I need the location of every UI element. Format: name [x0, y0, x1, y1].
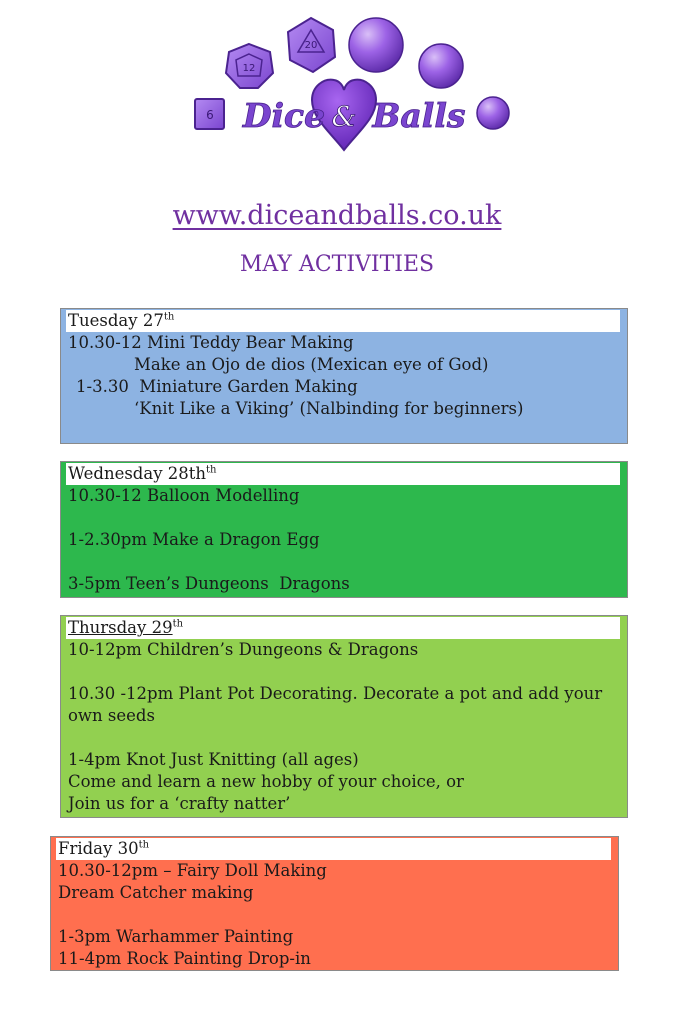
activity-line: 1-3.30 Miniature Garden Making — [76, 377, 358, 396]
activity-line: 10.30 -12pm Plant Pot Decorating. Decorate a pot and add your own seeds — [68, 684, 603, 725]
day-header — [66, 617, 620, 639]
day-label: Tuesday 27 — [68, 311, 164, 330]
logo-balls-text: Balls — [372, 96, 466, 135]
logo-dice-text: Dice — [242, 96, 326, 135]
activity-line: 11-4pm Rock Painting Drop-in — [58, 949, 311, 968]
activity-line: 10.30-12 Mini Teddy Bear Making — [68, 333, 354, 352]
d6-die-icon — [195, 99, 224, 129]
day-suffix: th — [163, 311, 175, 323]
medium-ball-icon — [419, 44, 463, 88]
activity-line: 1-4pm Knot Just Knitting (all ages) — [68, 750, 359, 769]
d12-die-icon — [226, 44, 273, 88]
small-ball-icon — [477, 97, 509, 129]
day-label: Thursday 29 — [68, 618, 173, 637]
activity-line: ‘Knit Like a Viking’ (Nalbinding for beginners) — [134, 399, 524, 418]
dice-and-balls-logo — [0, 0, 674, 170]
activity-line: Come and learn a new hobby of your choice, or — [68, 772, 464, 791]
large-ball-icon — [349, 18, 403, 72]
d6-label: 6 — [206, 108, 214, 122]
day-suffix: th — [138, 839, 150, 851]
activity-line: 1-2.30pm Make a Dragon Egg — [68, 530, 320, 549]
day-suffix: th — [172, 618, 184, 630]
tuesday-activities-box — [60, 308, 628, 444]
wednesday-activities-box — [60, 461, 628, 598]
activity-line: 3-5pm Teen’s Dungeons Dragons — [68, 574, 350, 593]
activity-line: 1-3pm Warhammer Painting — [58, 927, 294, 946]
thursday-activities-box — [60, 615, 628, 818]
activity-line: 10.30-12pm – Fairy Doll Making — [58, 861, 327, 880]
friday-activities-box — [50, 836, 619, 971]
d12-label: 12 — [242, 63, 256, 74]
page-title: MAY ACTIVITIES — [239, 252, 435, 277]
d20-label: 20 — [304, 40, 318, 51]
d20-die-icon — [288, 18, 335, 72]
day-header — [66, 310, 620, 332]
activity-line: Make an Ojo de dios (Mexican eye of God) — [134, 355, 489, 374]
activity-line: 10-12pm Children’s Dungeons & Dragons — [68, 640, 419, 659]
day-label: Wednesday 28th — [68, 464, 207, 483]
day-suffix: th — [206, 464, 217, 476]
activity-line: Join us for a ‘crafty natter’ — [68, 794, 291, 813]
activity-line: 10.30-12 Balloon Modelling — [68, 486, 300, 505]
logo-ampersand: & — [331, 100, 357, 133]
day-label: Friday 30 — [58, 839, 139, 858]
website-link[interactable]: www.diceandballs.co.uk — [172, 200, 502, 231]
day-header — [66, 463, 620, 485]
activity-line: Dream Catcher making — [58, 883, 254, 902]
day-header — [56, 838, 611, 860]
